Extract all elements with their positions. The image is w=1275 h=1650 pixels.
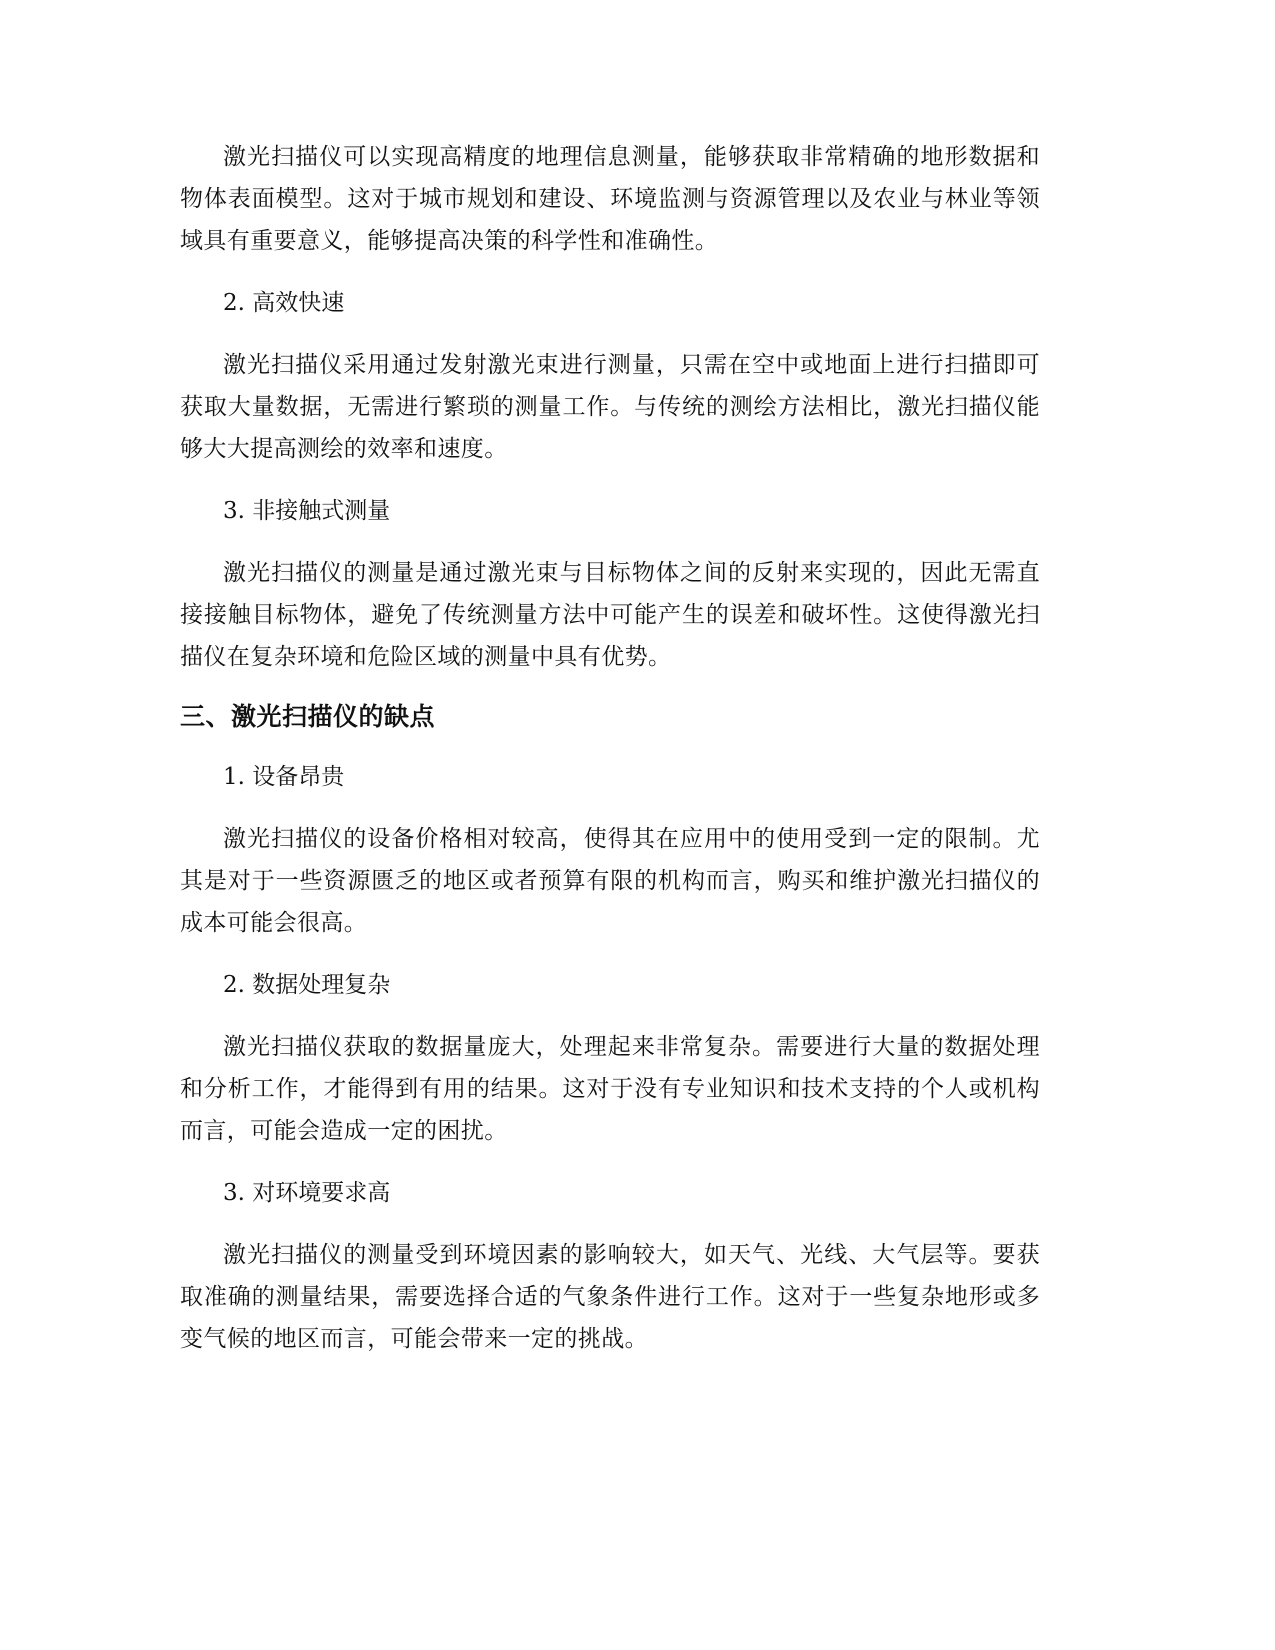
subheading-data-processing: 2. 数据处理复杂 [223,972,391,998]
paragraph-efficient: 激光扫描仪采用通过发射激光束进行测量，只需在空中或地面上进行扫描即可获取大量数据，无需进行繁琐的测量工作。与传统的测绘方法相比，激光扫描仪能够大大提高测绘的效率和速度。 [180,352,1040,462]
paragraph-environment: 激光扫描仪的测量受到环境因素的影响较大，如天气、光线、大气层等。要获取准确的测量结果，需要选择合适的气象条件进行工作。这对于一些复杂地形或多变气候的地区而言，可能会带来一定的挑战。 [180,1242,1040,1352]
paragraph-expensive: 激光扫描仪的设备价格相对较高，使得其在应用中的使用受到一定的限制。尤其是对于一些资源匮乏的地区或者预算有限的机构而言，购买和维护激光扫描仪的成本可能会很高。 [180,826,1040,936]
paragraph-data-processing: 激光扫描仪获取的数据量庞大，处理起来非常复杂。需要进行大量的数据处理和分析工作，才能得到有用的结果。这对于没有专业知识和技术支持的个人或机构而言，可能会造成一定的困扰。 [180,1034,1040,1144]
document-page [180,136,1040,1360]
subheading-efficient: 2. 高效快速 [223,290,345,316]
section-title-disadvantages: 三、激光扫描仪的缺点 [180,702,436,731]
paragraph-precision: 激光扫描仪可以实现高精度的地理信息测量，能够获取非常精确的地形数据和物体表面模型。这对于城市规划和建设、环境监测与资源管理以及农业与林业等领域具有重要意义，能够提高决策的科学性和准确性。 [180,144,1040,254]
subheading-expensive: 1. 设备昂贵 [223,764,345,790]
subheading-environment: 3. 对环境要求高 [223,1180,391,1206]
subheading-non-contact: 3. 非接触式测量 [223,498,391,524]
paragraph-non-contact: 激光扫描仪的测量是通过激光束与目标物体之间的反射来实现的，因此无需直接接触目标物体，避免了传统测量方法中可能产生的误差和破坏性。这使得激光扫描仪在复杂环境和危险区域的测量中具有优势。 [180,560,1040,670]
